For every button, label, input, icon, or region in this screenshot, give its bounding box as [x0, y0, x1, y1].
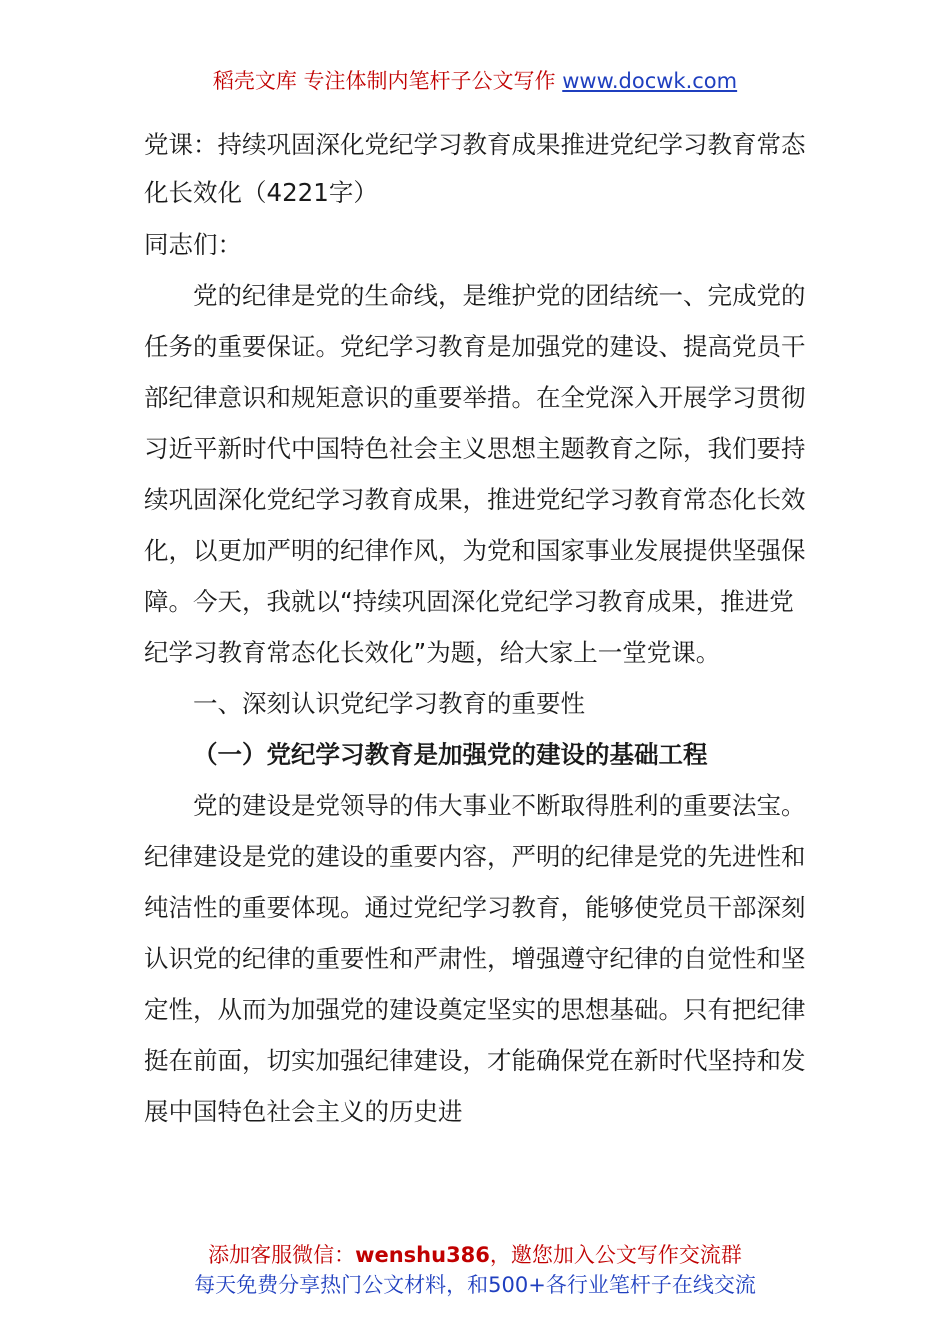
footer-line-2: 每天免费分享热门公文材料，和500+各行业笔杆子在线交流: [194, 1273, 756, 1297]
wechat-id: wenshu386: [355, 1243, 490, 1267]
header-link[interactable]: www.docwk.com: [562, 69, 738, 93]
document-body: [144, 121, 814, 1137]
header-brand: 稻壳文库 专注体制内笔杆子公文写作: [212, 69, 556, 93]
document-title: 党课：持续巩固深化党纪学习教育成果推进党纪学习教育常态化长效化（4221字）: [144, 130, 806, 207]
promo-footer: [0, 1240, 950, 1300]
subsection-heading: （一）党纪学习教育是加强党的建设的基础工程: [193, 740, 708, 769]
footer-prefix: 添加客服微信：: [208, 1243, 356, 1267]
section-heading: 一、深刻认识党纪学习教育的重要性: [193, 689, 585, 718]
footer-line-1: [0, 1240, 950, 1270]
salutation: 同志们：: [144, 230, 242, 259]
watermark-header: [0, 66, 950, 96]
paragraph-body: 党的建设是党领导的伟大事业不断取得胜利的重要法宝。纪律建设是党的建设的重要内容，严明的纪律是党的先进性和纯洁性的重要体现。通过党纪学习教育，能够使党员干部深刻认识党的纪律的重要性和严肃性，增强遵守纪律的自觉性和坚定性，从而为加强党的建设奠定坚实的思想基础。只有把纪律挺在前面，切实加强纪律建设，才能确保党在新时代坚持和发展中国特色社会主义的历史进: [144, 791, 806, 1126]
paragraph-intro: 党的纪律是党的生命线，是维护党的团结统一、完成党的任务的重要保证。党纪学习教育是加强党的建设、提高党员干部纪律意识和规矩意识的重要举措。在全党深入开展学习贯彻习近平新时代中国特色社会主义思想主题教育之际，我们要持续巩固深化党纪学习教育成果，推进党纪学习教育常态化长效化，以更加严明的纪律作风，为党和国家事业发展提供坚强保障。今天，我就以“持续巩固深化党纪学习教育成果，推进党纪学习教育常态化长效化”为题，给大家上一堂党课。: [144, 281, 806, 667]
footer-suffix: ，邀您加入公文写作交流群: [489, 1243, 742, 1267]
